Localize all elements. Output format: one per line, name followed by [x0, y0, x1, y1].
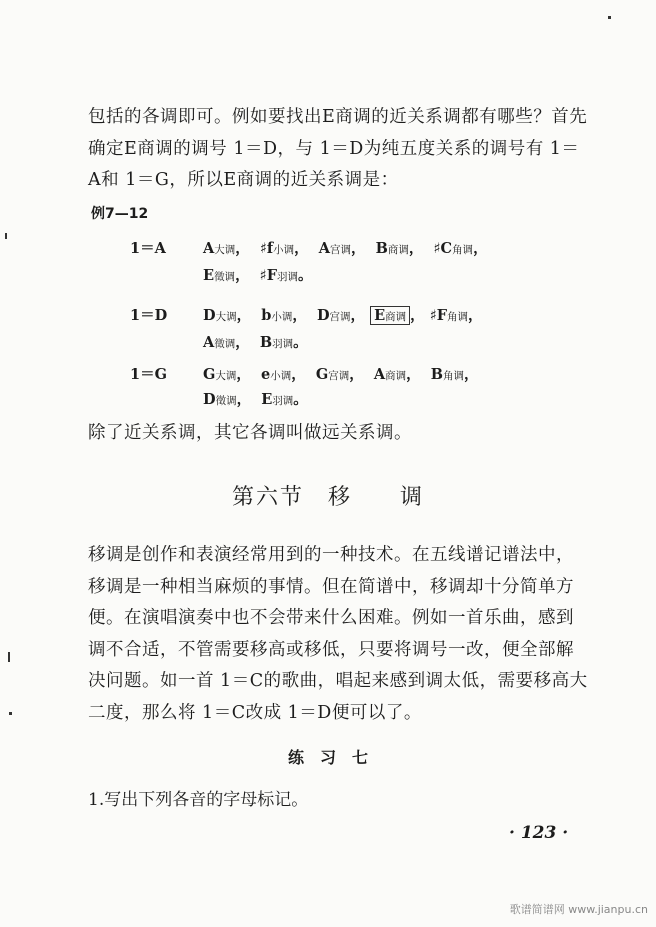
page-number: · 123 ·	[509, 823, 569, 843]
scan-speck	[8, 652, 10, 662]
paragraph-transposition: 移调是创作和表演经常用到的一种技术。在五线谱记谱法中，移调是一种相当麻烦的事情。但在简谱中，移调却十分简单方便。在演唱演奏中也不会带来什么困难。例如一首乐曲，感到调不合适，不管需要移高或移低，只要将调号一改，便全部解决问题。如一首 1＝C的歌曲，唱起来感到调太低，需要移高大二度，那么将 1＝C改成 1＝D便可以了。	[88, 545, 588, 723]
key-line: A大调， ♯f小调， A宫调， B商调， ♯C角调，	[203, 240, 488, 257]
example-label: 例7—12	[91, 206, 149, 222]
scan-speck	[5, 233, 7, 239]
key-line: A徵调， B羽调。	[203, 334, 308, 351]
key-line: G大调， e小调， G宫调， A商调， B角调，	[203, 366, 479, 383]
key-line: D大调， b小调， D宫调， E商调 ， ♯F角调，	[203, 307, 483, 324]
exercise-item: 1.写出下列各音的字母标记。	[88, 790, 309, 810]
paragraph-intro: 包括的各调即可。例如要找出E商调的近关系调都有哪些？首先确定E商调的调号 1＝D，与 1＝D为纯五度关系的调号有 1＝A和 1＝G，所以E商调的近关系调是：	[88, 107, 588, 190]
watermark: 歌谱简谱网 www.jianpu.cn	[509, 903, 648, 916]
key-signature: 1＝G	[130, 366, 167, 383]
key-signature: 1＝A	[130, 240, 166, 257]
scan-speck	[608, 16, 611, 19]
key-line: D徵调， E羽调。	[203, 391, 308, 408]
paragraph-distant-keys: 除了近关系调，其它各调叫做远关系调。	[88, 423, 412, 443]
highlighted-key-box: E商调	[370, 306, 410, 325]
section-title: 第六节 移 调	[231, 485, 424, 510]
key-line: E徵调， ♯F羽调。	[203, 267, 313, 284]
key-signature: 1＝D	[130, 307, 168, 324]
exercise-title: 练 习 七	[287, 748, 368, 767]
scan-speck	[9, 712, 12, 715]
